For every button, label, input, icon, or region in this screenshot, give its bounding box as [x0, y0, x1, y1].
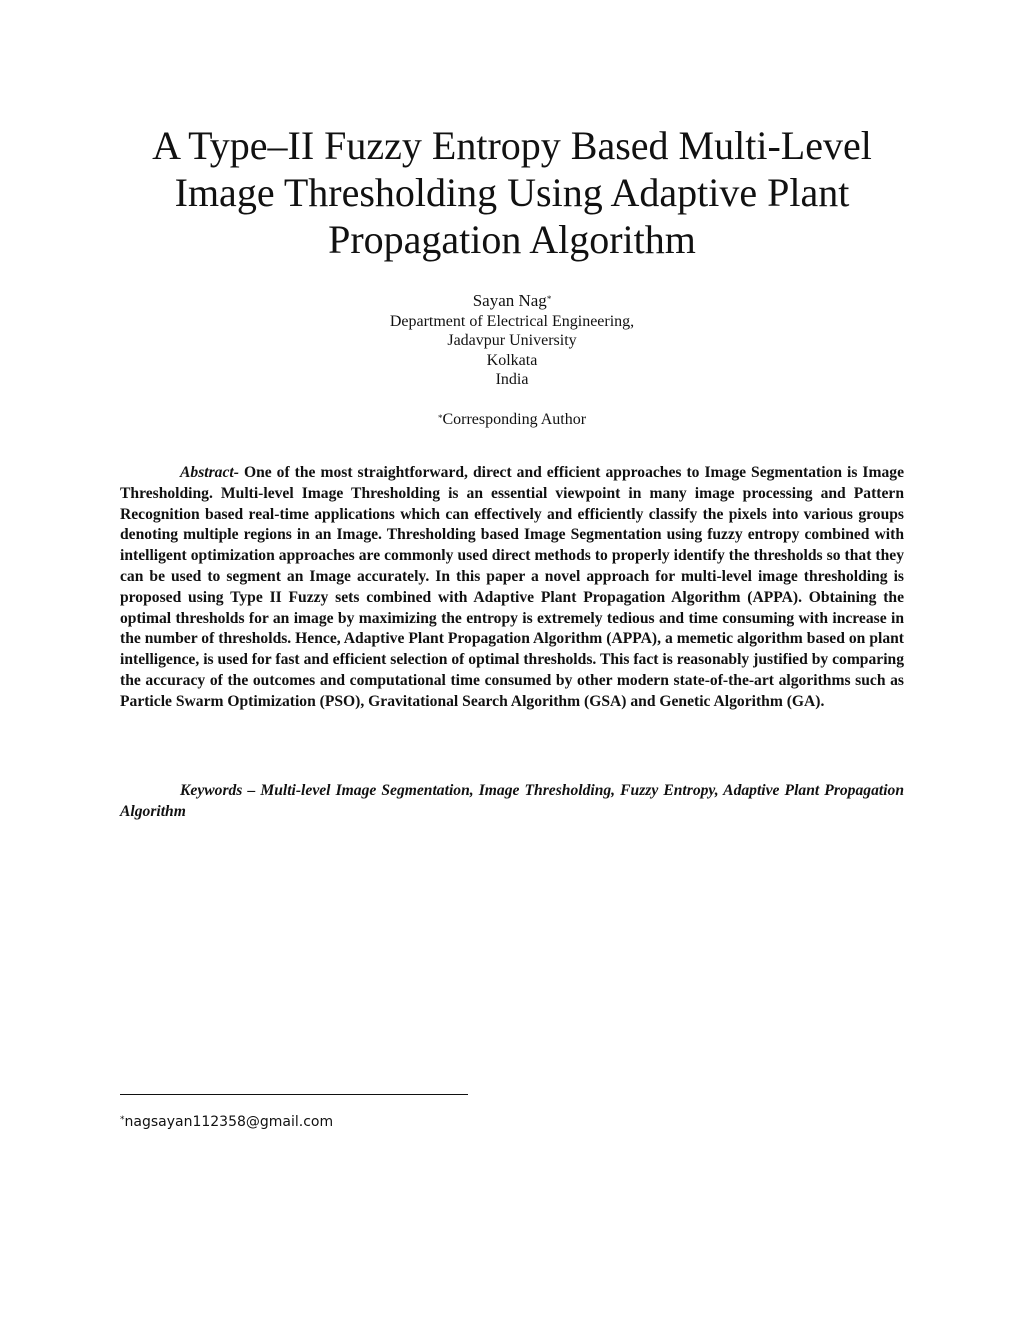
footnote	[120, 1112, 333, 1132]
title-line: A Type–II Fuzzy Entropy Based Multi-Level	[152, 123, 872, 168]
abstract-label: Abstract-	[180, 464, 239, 481]
corresponding-author-note	[212, 410, 812, 430]
author-marker: *	[546, 294, 552, 304]
author-name-line	[212, 290, 812, 312]
affiliation-line: India	[495, 370, 529, 388]
affiliation-line: Kolkata	[486, 351, 538, 369]
author-block	[212, 290, 812, 389]
title-line: Propagation Algorithm	[328, 217, 696, 262]
corresponding-text: Corresponding Author	[442, 411, 587, 428]
abstract	[120, 463, 904, 713]
keywords	[120, 781, 904, 823]
paper-title	[112, 122, 912, 263]
affiliation-line: Department of Electrical Engineering,	[389, 313, 635, 330]
corresponding-marker: *	[437, 413, 443, 423]
author-name: Sayan Nag	[472, 291, 547, 310]
author-email: nagsayan112358@gmail.com	[124, 1114, 334, 1130]
footnote-marker: *	[120, 1115, 125, 1125]
keywords-text: Keywords – Multi-level Image Segmentation, Image Thresholding, Fuzzy Entropy, Adaptive Plant Propagation Algorithm	[120, 782, 904, 820]
footnote-divider	[120, 1094, 468, 1095]
affiliation-line: Jadavpur University	[447, 332, 577, 350]
abstract-text: One of the most straightforward, direct and efficient approaches to Image Segmentation is Image Thresholding. Multi-level Image Thresholding is an essential viewpoint in many image processing and Pattern Recognition based real-time applications which can effectively and efficiently classify the pixels into various groups denoting multiple regions in an Image. Thresholding based Image Segmentation using fuzzy entropy combined with intelligent optimization approaches are commonly used direct methods to properly identify the thresholds so that they can be used to segment an Image accurately. In this paper a novel approach for multi-level image thresholding is proposed using Type II Fuzzy sets combined with Adaptive Plant Propagation Algorithm (APPA). Obtaining the optimal thresholds for an image by maximizing the entropy is extremely tedious and time consuming with increase in the number of thresholds. Hence, Adaptive Plant Propagation Algorithm (APPA), a memetic algorithm based on plant intelligence, is used for fast and efficient selection of optimal thresholds. This fact is reasonably justified by comparing the accuracy of the outcomes and computational time consumed by other modern state-of-the-art algorithms such as Particle Swarm Optimization (PSO), Gravitational Search Algorithm (GSA) and Genetic Algorithm (GA).	[120, 464, 904, 710]
title-line: Image Thresholding Using Adaptive Plant	[174, 170, 850, 215]
